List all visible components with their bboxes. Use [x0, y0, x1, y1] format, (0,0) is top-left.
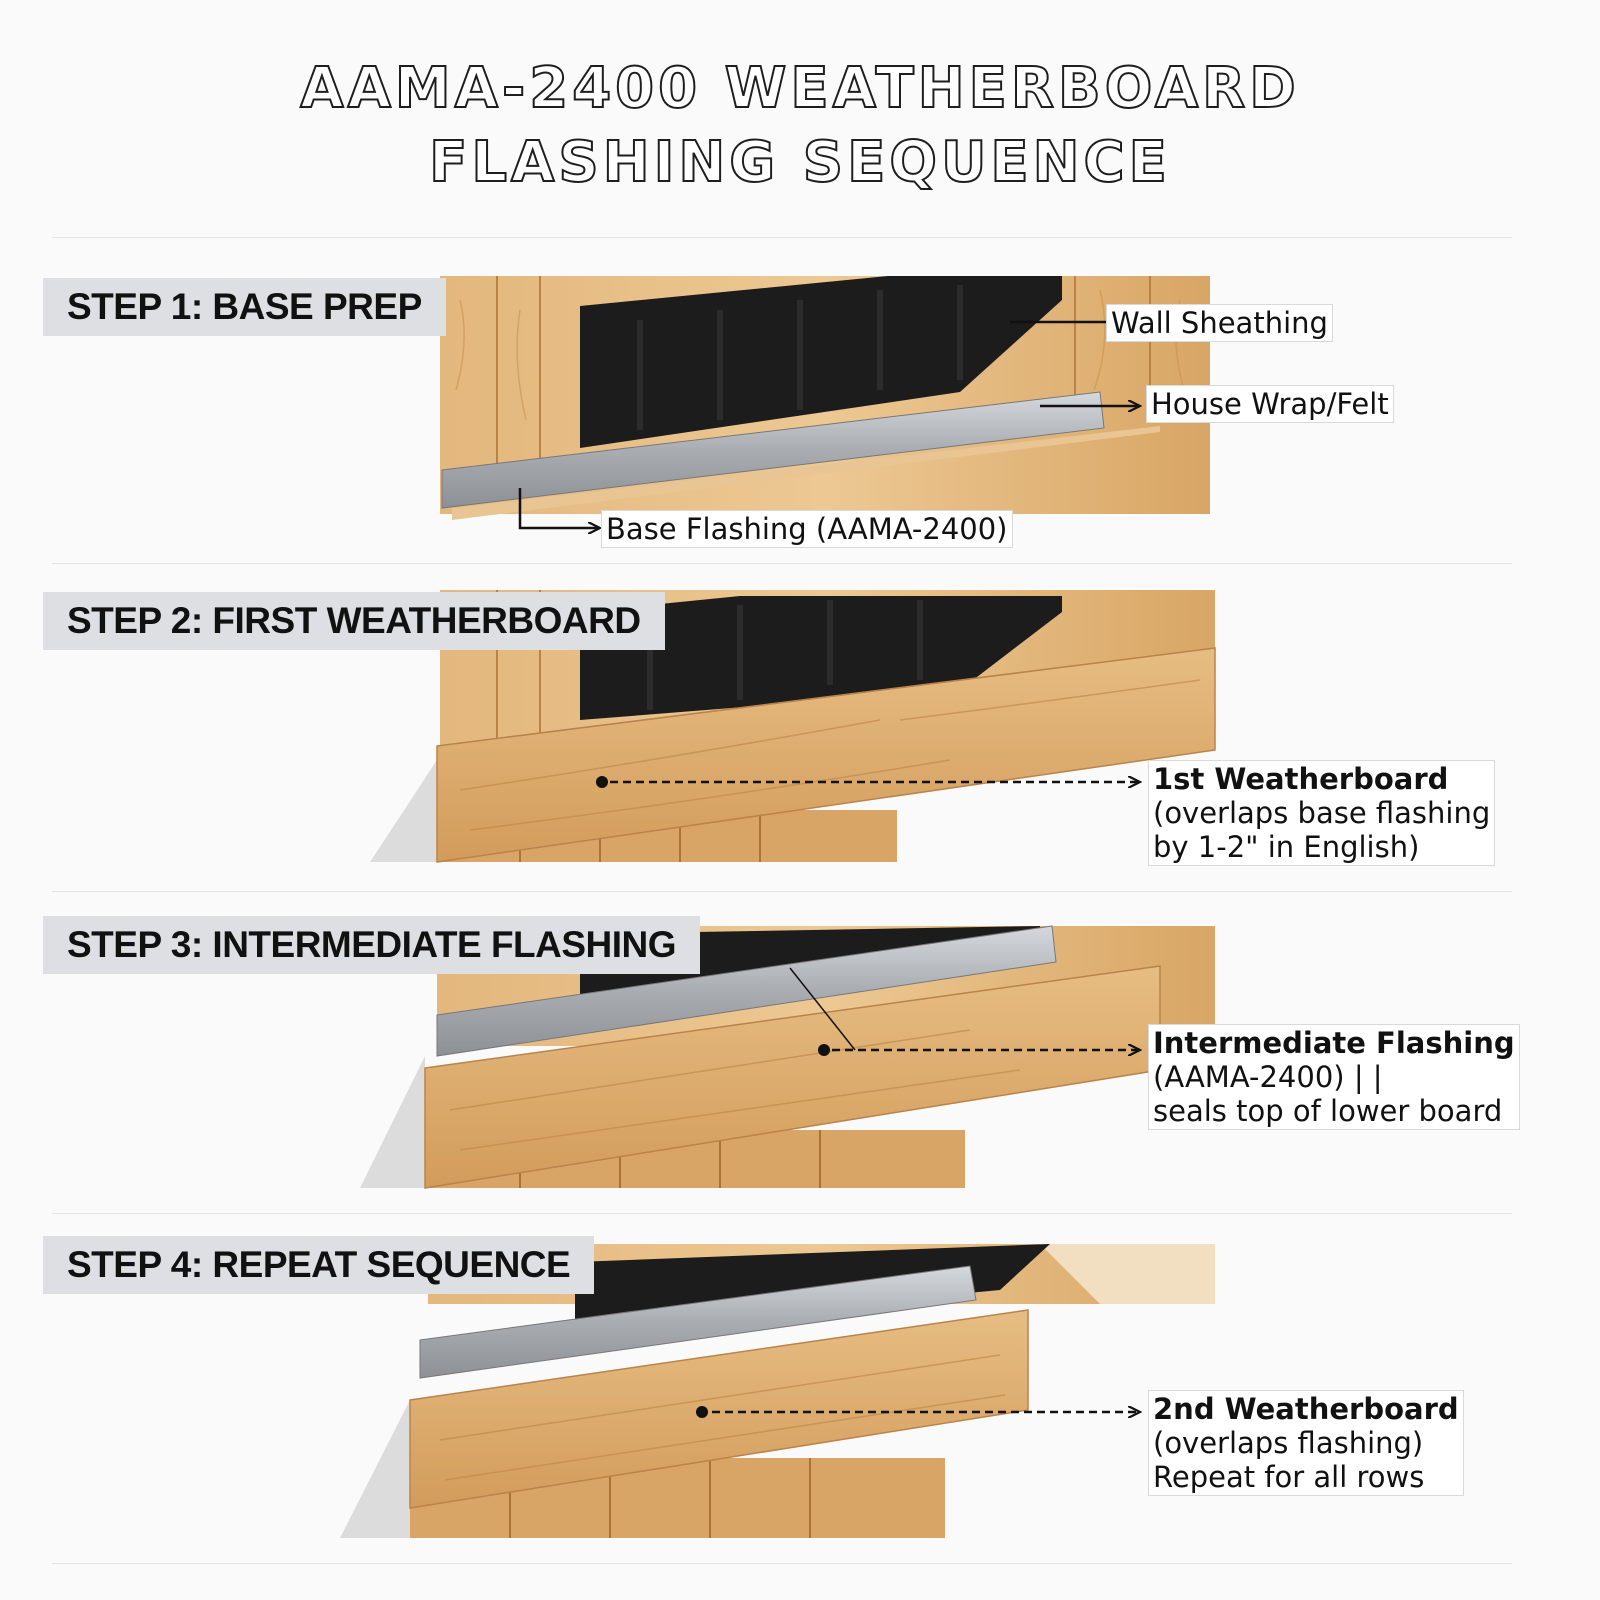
page-title-line-1: AAMA-2400 WEATHERBOARD [300, 56, 1300, 121]
callout-second-weatherboard [1148, 1390, 1464, 1496]
step-4-label: STEP 4: REPEAT SEQUENCE [43, 1236, 594, 1294]
callout-line: seals top of lower board [1153, 1094, 1503, 1128]
callout-line: (AAMA-2400) | | [1153, 1060, 1383, 1094]
callout-title: 1st Weatherboard [1153, 762, 1449, 796]
step-1-label: STEP 1: BASE PREP [43, 278, 446, 336]
callout-house-wrap: House Wrap/Felt [1146, 385, 1394, 423]
callout-title: 2nd Weatherboard [1153, 1392, 1459, 1426]
callout-line: Repeat for all rows [1153, 1460, 1425, 1494]
callout-base-flashing: Base Flashing (AAMA-2400) [601, 510, 1013, 548]
callout-line: by 1-2" in English) [1153, 830, 1420, 864]
callout-title: Intermediate Flashing [1153, 1026, 1515, 1060]
divider [52, 1563, 1512, 1564]
step-2-label: STEP 2: FIRST WEATHERBOARD [43, 592, 665, 650]
callout-line: (overlaps base flashing [1153, 796, 1491, 830]
step-3-label: STEP 3: INTERMEDIATE FLASHING [43, 916, 700, 974]
callout-wall-sheathing: Wall Sheathing [1106, 304, 1333, 342]
callout-line: (overlaps flashing) [1153, 1426, 1424, 1460]
page-title-line-2: FLASHING SEQUENCE [429, 130, 1171, 195]
